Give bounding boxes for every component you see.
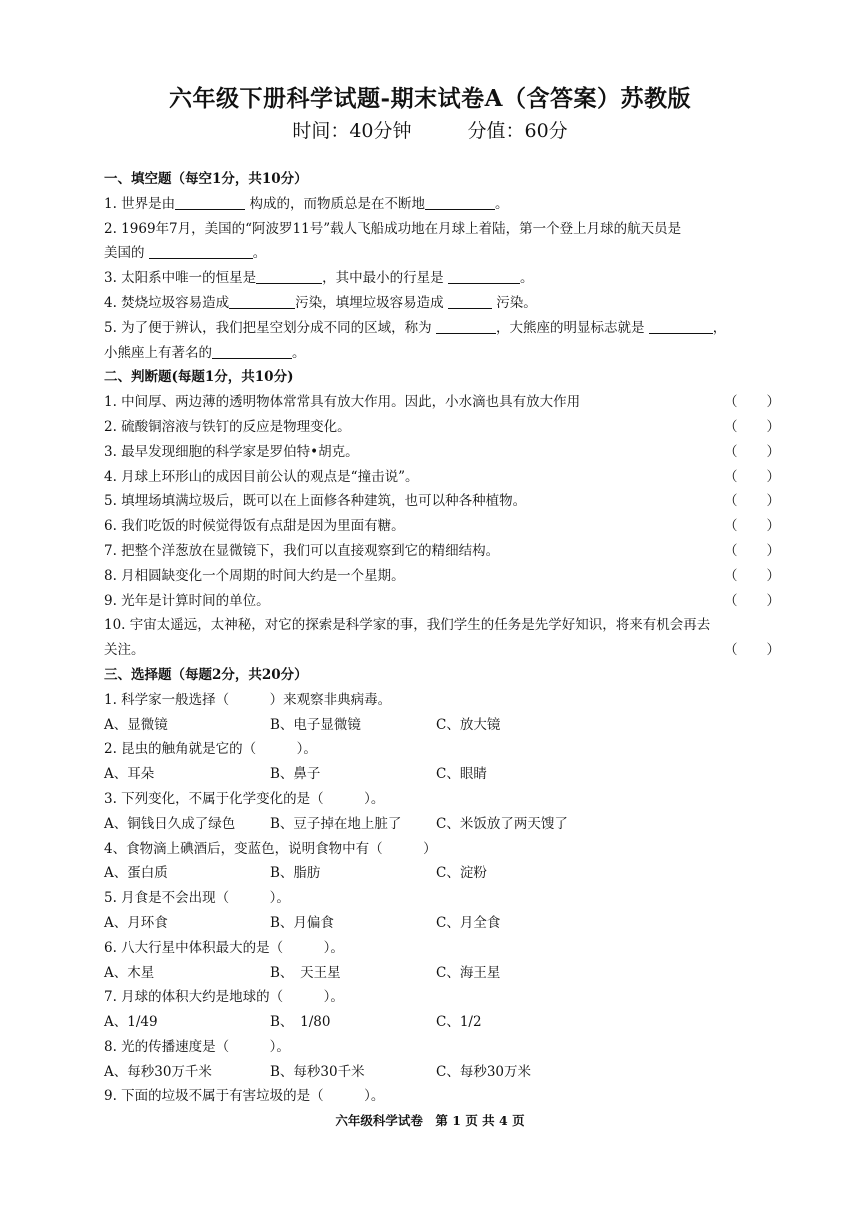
answer-blank[interactable]	[212, 344, 292, 359]
judge-item: 3. 最早发现细胞的科学家是罗伯特•胡克。 （ ）	[104, 440, 780, 465]
choice-question: 4、食物滴上碘酒后，变蓝色，说明食物中有（ ）	[104, 840, 437, 857]
option-a[interactable]: A、月环食	[104, 914, 168, 931]
answer-parentheses[interactable]: （ ）	[724, 592, 780, 609]
option-c[interactable]: C、1/2	[436, 1014, 482, 1031]
fill-section-heading: 一、填空题（每空1分，共10分）	[104, 171, 308, 187]
fill-question: 2. 1969年7月，美国的“阿波罗11号”载人飞船成功地在月球上着陆，第一个登上月球的航天员是	[104, 220, 682, 237]
option-a[interactable]: A、铜钱日久成了绿色	[104, 815, 236, 832]
choice-options	[104, 1010, 780, 1035]
answer-blank[interactable]	[448, 294, 492, 309]
choice-question: 6. 八大行星中体积最大的是（ ）。	[104, 939, 344, 956]
fill-question-continued: 美国的 。	[104, 245, 267, 262]
option-a[interactable]: A、木星	[104, 964, 155, 981]
option-c[interactable]: C、眼睛	[436, 766, 487, 783]
answer-blank[interactable]	[448, 269, 520, 284]
option-b[interactable]: B、豆子掉在地上脏了	[270, 815, 402, 832]
option-c[interactable]: C、淀粉	[436, 865, 487, 882]
exam-body	[104, 167, 780, 1109]
choice-options	[104, 762, 780, 787]
answer-blank[interactable]	[425, 195, 495, 210]
judge-item: 1. 中间厚、两边薄的透明物体常常具有放大作用。因此，小水滴也具有放大作用 （ ）	[104, 390, 780, 415]
fill-question: 3. 太阳系中唯一的恒星是 ，其中最小的行星是 。	[104, 270, 534, 287]
option-b[interactable]: B、 1/80	[270, 1014, 331, 1031]
answer-parentheses[interactable]: （ ）	[724, 518, 780, 535]
choice-question: 7. 月球的体积大约是地球的（ ）。	[104, 989, 344, 1006]
choice-section-heading: 三、选择题（每题2分，共20分）	[104, 666, 308, 683]
judge-item: 2. 硫酸铜溶液与铁钉的反应是物理变化。 （ ）	[104, 415, 780, 440]
choice-question: 3. 下列变化，不属于化学变化的是（ ）。	[104, 790, 385, 807]
choice-question: 1. 科学家一般选择（ ）来观察非典病毒。	[104, 691, 392, 708]
answer-parentheses[interactable]: （ ）	[724, 542, 780, 559]
choice-options	[104, 713, 780, 738]
option-b[interactable]: B、鼻子	[270, 766, 321, 783]
choice-question: 2. 昆虫的触角就是它的（ ）。	[104, 741, 317, 758]
fill-question-continued: 小熊座上有著名的 。	[104, 344, 306, 361]
option-b[interactable]: B、电子显微镜	[270, 716, 361, 733]
answer-parentheses[interactable]: （ ）	[724, 493, 780, 510]
answer-blank[interactable]	[175, 195, 245, 210]
answer-parentheses[interactable]: （ ）	[724, 567, 780, 584]
time-limit: 时间：40分钟	[292, 120, 412, 142]
option-b[interactable]: B、 天王星	[270, 964, 341, 981]
judge-list	[104, 390, 780, 613]
option-b[interactable]: B、脂肪	[270, 865, 321, 882]
answer-blank[interactable]	[229, 294, 295, 309]
choice-question: 5. 月食是不会出现（ ）。	[104, 890, 290, 907]
judge-item: 5. 填埋场填满垃圾后，既可以在上面修各种建筑，也可以种各种植物。 （ ）	[104, 489, 780, 514]
judge-section-heading: 二、判断题(每题1分，共10分)	[104, 369, 294, 386]
option-a[interactable]: A、蛋白质	[104, 865, 168, 882]
judge-item: 10. 宇宙太遥远，太神秘，对它的探索是科学家的事，我们学生的任务是先学好知识，将来有机会再去	[104, 617, 711, 634]
answer-blank[interactable]	[149, 244, 253, 259]
judge-item: 4. 月球上环形山的成因目前公认的观点是“撞击说”。 （ ）	[104, 465, 780, 490]
option-a[interactable]: A、显微镜	[104, 716, 168, 733]
option-b[interactable]: B、月偏食	[270, 914, 334, 931]
option-a[interactable]: A、每秒30万千米	[104, 1063, 212, 1080]
choice-question: 9. 下面的垃圾不属于有害垃圾的是（ ）。	[104, 1088, 385, 1105]
judge-item-continued: 关注。 （ ）	[104, 638, 780, 663]
option-c[interactable]: C、月全食	[436, 914, 501, 931]
choice-question: 8. 光的传播速度是（ ）。	[104, 1038, 290, 1055]
answer-parentheses[interactable]: （ ）	[724, 418, 780, 435]
judge-item: 6. 我们吃饭的时候觉得饭有点甜是因为里面有糖。 （ ）	[104, 514, 780, 539]
option-c[interactable]: C、米饭放了两天馊了	[436, 815, 568, 832]
answer-parentheses[interactable]: （ ）	[724, 642, 780, 659]
option-c[interactable]: C、每秒30万米	[436, 1063, 532, 1080]
option-c[interactable]: C、海王星	[436, 964, 501, 981]
answer-parentheses[interactable]: （ ）	[724, 468, 780, 485]
judge-item: 8. 月相圆缺变化一个周期的时间大约是一个星期。 （ ）	[104, 564, 780, 589]
answer-blank[interactable]	[649, 319, 713, 334]
fill-question: 5. 为了便于辨认，我们把星空划分成不同的区域，称为 ，大熊座的明显标志就是 ，	[104, 319, 727, 336]
page-footer: 六年级科学试卷 第 1 页 共 4 页	[335, 1113, 525, 1128]
exam-info	[0, 116, 860, 143]
judge-item: 7. 把整个洋葱放在显微镜下，我们可以直接观察到它的精细结构。 （ ）	[104, 539, 780, 564]
page-title: 六年级下册科学试题-期末试卷A（含答案）苏教版	[169, 85, 691, 112]
total-score: 分值：60分	[467, 120, 568, 142]
option-b[interactable]: B、每秒30千米	[270, 1063, 365, 1080]
judge-item: 9. 光年是计算时间的单位。 （ ）	[104, 589, 780, 614]
choice-options	[104, 961, 780, 986]
choice-options	[104, 812, 780, 837]
choice-list	[104, 688, 780, 1085]
answer-parentheses[interactable]: （ ）	[724, 394, 780, 411]
option-a[interactable]: A、1/49	[104, 1014, 158, 1031]
fill-question: 1. 世界是由 构成的，而物质总是在不断地 。	[104, 195, 509, 212]
choice-options	[104, 861, 780, 886]
fill-question: 4. 焚烧垃圾容易造成 污染，填埋垃圾容易造成 污染。	[104, 294, 537, 311]
choice-options	[104, 1060, 780, 1085]
answer-parentheses[interactable]: （ ）	[724, 443, 780, 460]
answer-blank[interactable]	[256, 269, 322, 284]
answer-blank[interactable]	[436, 319, 496, 334]
option-a[interactable]: A、耳朵	[104, 766, 155, 783]
choice-options	[104, 911, 780, 936]
option-c[interactable]: C、放大镜	[436, 716, 501, 733]
